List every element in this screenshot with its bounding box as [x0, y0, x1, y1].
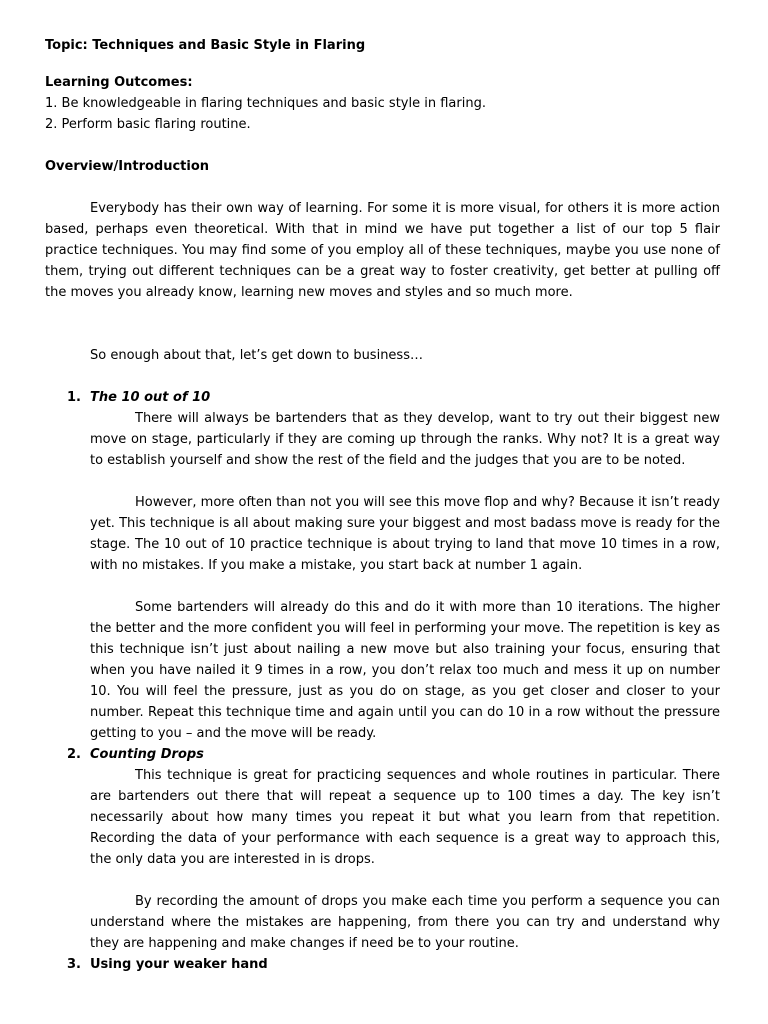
- technique-title: Counting Drops: [90, 747, 204, 762]
- technique-heading: [67, 387, 210, 408]
- technique-heading: [67, 744, 204, 765]
- learning-outcome-item: 2. Perform basic flaring routine.: [45, 117, 251, 132]
- lead-in-text: So enough about that, let’s get down to business…: [90, 348, 423, 363]
- technique-number: 3.: [67, 957, 81, 972]
- technique-paragraph: However, more often than not you will see this move flop and why? Because it isn’t ready yet. This technique is all about making sure your biggest and most badass move is ready for the stage. The 10 out of 10 practice technique is about trying to land that move 10 times in a row, with no mistakes. If you make a mistake, you start back at number 1 again.: [90, 495, 720, 573]
- technique-heading: [67, 954, 268, 975]
- technique-number: 1.: [67, 390, 81, 405]
- technique-paragraph: This technique is great for practicing sequences and whole routines in particular. There are bartenders out there that will repeat a sequence up to 100 times a day. The key isn’t necessarily about how many times you repeat it but what you learn from that repetition. Recording the data of your performance with each sequence is a great way to approach this, the only data you are interested in is drops.: [90, 768, 720, 867]
- overview-paragraph: Everybody has their own way of learning. For some it is more visual, for others it is more action based, perhaps even theoretical. With that in mind we have put together a list of our top 5 flair practice techniques. You may find some of you employ all of these techniques, maybe you use none of them, trying out different techniques can be a great way to foster creativity, get better at pulling off the moves you already know, learning new moves and styles and so much more.: [45, 201, 720, 300]
- learning-outcomes-heading: Learning Outcomes:: [45, 75, 193, 90]
- topic-heading: Topic: Techniques and Basic Style in Flaring: [45, 38, 366, 53]
- technique-number: 2.: [67, 747, 81, 762]
- technique-title: The 10 out of 10: [90, 390, 211, 405]
- technique-paragraph: By recording the amount of drops you make each time you perform a sequence you can understand where the mistakes are happening, from there you can try and understand why they are happening and make changes if need be to your routine.: [90, 894, 720, 951]
- technique-paragraph: Some bartenders will already do this and do it with more than 10 iterations. The higher the better and the more confident you will feel in performing your move. The repetition is key as this technique isn’t just about nailing a new move but also training your focus, ensuring that when you have nailed it 9 times in a row, you don’t relax too much and mess it up on number 10. You will feel the pressure, just as you do on stage, as you get closer and closer to your number. Repeat this technique time and again until you can do 10 in a row without the pressure getting to you – and the move will be ready.: [90, 600, 720, 741]
- technique-paragraph: There will always be bartenders that as they develop, want to try out their biggest new move on stage, particularly if they are coming up through the ranks. Why not? It is a great way to establish yourself and show the rest of the field and the judges that you are to be noted.: [90, 411, 720, 468]
- technique-title: Using your weaker hand: [90, 957, 268, 972]
- learning-outcome-item: 1. Be knowledgeable in flaring techniques and basic style in flaring.: [45, 96, 486, 111]
- overview-heading: Overview/Introduction: [45, 159, 210, 174]
